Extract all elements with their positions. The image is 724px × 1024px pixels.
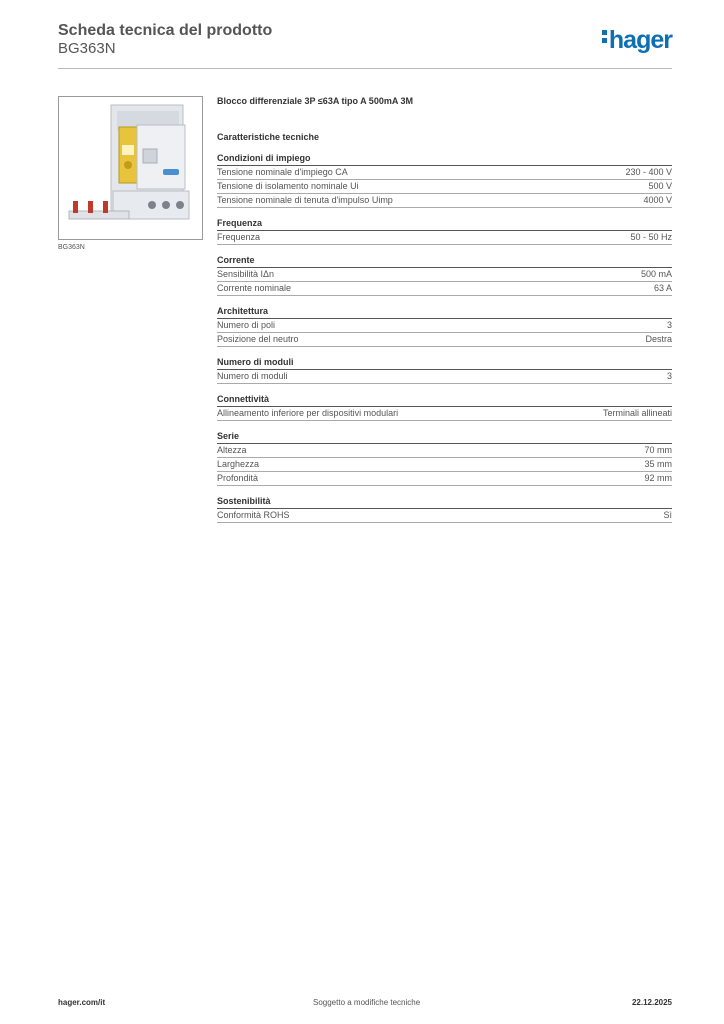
page-header [58,22,672,58]
footer-date: 22.12.2025 [631,998,672,1007]
spec-group-title: Frequenza [217,218,672,231]
spec-group [217,153,672,208]
spec-section-title: Caratteristiche tecniche [217,132,320,142]
product-description: Blocco differenziale 3P ≤63A tipo A 500mA 3M [217,96,413,106]
spec-row [217,472,672,486]
spec-group-title: Connettività [217,394,672,407]
spec-row [217,458,672,472]
spec-row [217,231,672,245]
spec-value: 70 mm [644,445,672,455]
spec-group [217,255,672,296]
spec-label: Altezza [217,445,247,455]
spec-group [217,496,672,523]
spec-row [217,319,672,333]
spec-value: 230 - 400 V [625,167,672,177]
spec-value: Destra [645,334,672,344]
image-caption: BG363N [58,244,85,251]
spec-value: 500 V [648,181,672,191]
spec-group-title: Sostenibilità [217,496,672,509]
spec-value: 3 [666,371,672,381]
hager-logo [602,26,672,55]
spec-row [217,268,672,282]
spec-label: Posizione del neutro [217,334,299,344]
document-title: Scheda tecnica del prodotto [58,22,273,39]
spec-value: 500 mA [640,269,672,279]
spec-group-title: Architettura [217,306,672,319]
spec-row [217,180,672,194]
footer-note: Soggetto a modifiche tecniche [313,998,421,1007]
spec-group [217,218,672,245]
spec-group [217,431,672,486]
spec-group [217,306,672,347]
spec-group-title: Corrente [217,255,672,268]
spec-label: Larghezza [217,459,260,469]
rcd-block-illustration [59,97,202,239]
spec-row [217,444,672,458]
spec-value: Sì [663,510,672,520]
spec-content [217,96,672,533]
spec-label: Corrente nominale [217,283,292,293]
spec-label: Tensione di isolamento nominale Ui [217,181,359,191]
header-divider [58,68,672,69]
spec-value: 35 mm [644,459,672,469]
spec-label: Sensibilità IΔn [217,269,275,279]
spec-label: Allineamento inferiore per dispositivi modulari [217,408,399,418]
spec-row [217,282,672,296]
spec-row [217,333,672,347]
spec-group [217,394,672,421]
product-code: BG363N [58,40,116,57]
spec-group-title: Condizioni di impiego [217,153,672,166]
logo-text: hager [608,26,672,54]
spec-value: 4000 V [643,195,672,205]
spec-row [217,370,672,384]
spec-groups [217,153,672,523]
spec-group-title: Numero di moduli [217,357,672,370]
spec-label: Tensione nominale di tenuta d'impulso Uimp [217,195,393,205]
spec-label: Numero di poli [217,320,276,330]
spec-row [217,509,672,523]
spec-label: Tensione nominale d'impiego CA [217,167,348,177]
spec-row [217,166,672,180]
spec-row [217,194,672,208]
spec-label: Numero di moduli [217,371,288,381]
spec-group [217,357,672,384]
product-image [58,96,203,240]
footer-website: hager.com/it [58,998,106,1007]
spec-value: 50 - 50 Hz [630,232,672,242]
spec-value: 92 mm [644,473,672,483]
spec-label: Frequenza [217,232,261,242]
logo-mark-icon [602,27,607,46]
spec-value: Terminali allineati [602,408,672,418]
spec-label: Conformità ROHS [217,510,290,520]
spec-value: 63 A [653,283,672,293]
spec-value: 3 [666,320,672,330]
spec-group-title: Serie [217,431,672,444]
spec-label: Profondità [217,473,259,483]
spec-row [217,407,672,421]
